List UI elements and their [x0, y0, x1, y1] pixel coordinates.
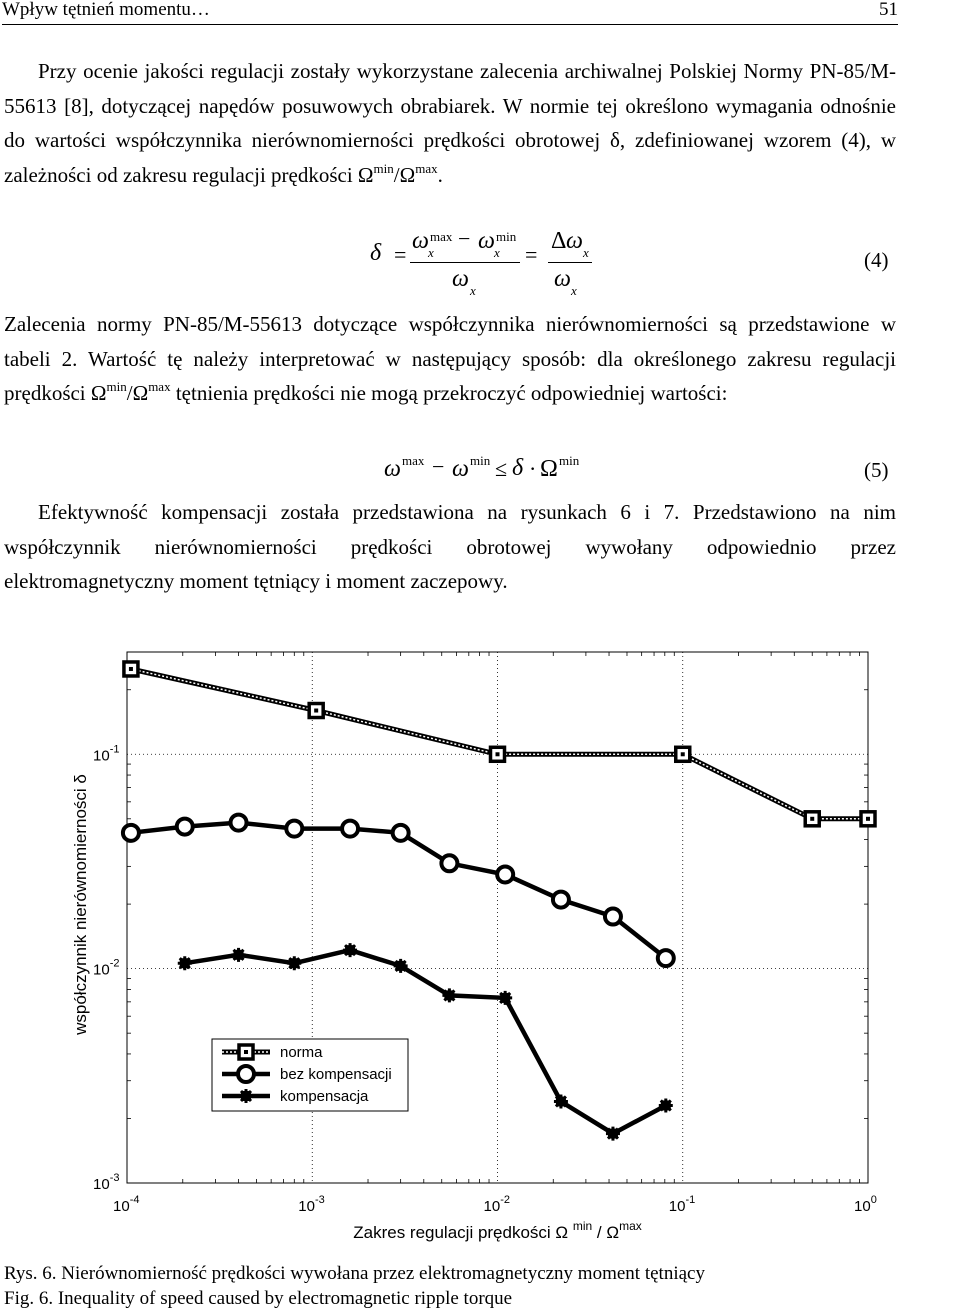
eq4-number: (4) — [864, 248, 889, 272]
data-point-star — [232, 948, 246, 962]
plot-area — [71, 652, 877, 1242]
data-point-square — [676, 747, 690, 761]
caption-en: Fig. 6. Inequality of speed caused by electromagnetic ripple torque — [4, 1288, 513, 1309]
data-point-circle — [286, 821, 302, 837]
paragraph-3: Efektywność kompensacji została przedstawiona na rysunkach 6 i 7. Przedstawiono na nim współczynnik nierównomierności prędkości obrotowej wywołany odpowiednio przez elektromagnetyczny moment tętniący i moment zaczepowy. — [4, 500, 896, 593]
eq4-minus: − — [458, 226, 471, 251]
superscript-max: max — [415, 160, 438, 176]
x-tick-label: $10^{-1}$ — [668, 1194, 696, 1215]
eq4-sub-x-1: x — [428, 245, 434, 260]
data-point-circle — [123, 825, 139, 841]
data-point-circle — [497, 866, 513, 882]
eq4-sub-x-2: x — [494, 245, 500, 260]
data-point-star — [659, 1098, 673, 1112]
eq5-delta: δ — [512, 455, 524, 481]
eq4-omega-num-2: ω — [566, 228, 583, 254]
data-point-star — [178, 956, 192, 970]
data-point-circle — [342, 821, 358, 837]
data-point-square — [861, 812, 875, 826]
data-point-star — [287, 956, 301, 970]
x-tick-label: $10^{-3}$ — [298, 1194, 325, 1215]
data-point-star — [554, 1094, 568, 1108]
eq4-omega-den-1: ω — [452, 266, 469, 292]
eq4-sub-x-3: x — [470, 283, 476, 298]
paragraph-2-text: Zalecenia normy PN-85/M-55613 dotyczące współczynnika nierównomierności są przedstawione w tabeli 2. Wartość tę należy interpretować w następujący sposób: dla określonego zakresu regulacji prędkości Ω — [4, 312, 896, 405]
eq4-omega-max: ω — [412, 228, 429, 254]
eq5-leq: ≤ — [495, 456, 508, 481]
y-axis-label: współczynnik nierównomierności δ — [71, 774, 90, 1035]
superscript-min-2: min — [106, 379, 127, 394]
eq4-Delta: Δ — [551, 228, 567, 254]
paragraph-1-mid: /Ω — [393, 162, 416, 187]
paragraph-2-mid: /Ω — [126, 381, 149, 405]
y-tick-label: $10^{-1}$ — [93, 743, 120, 765]
data-point-circle — [231, 815, 247, 831]
data-point-square — [124, 662, 138, 676]
x-tick-label: $10^{-4}$ — [113, 1194, 140, 1215]
legend-marker — [239, 1045, 253, 1059]
eq5-dot: · — [529, 456, 537, 481]
data-point-star — [442, 988, 456, 1002]
data-point-circle — [441, 855, 457, 871]
eq5-minus: − — [432, 454, 445, 479]
data-point-circle — [605, 909, 621, 925]
eq5-sup-min-2: min — [559, 453, 580, 468]
paragraph-1 — [4, 54, 896, 192]
x-tick-label: $10^{-2}$ — [483, 1194, 510, 1215]
x-tick-label: $10^0$ — [854, 1194, 877, 1215]
eq5-sup-min: min — [470, 453, 491, 468]
paragraph-2 — [4, 307, 896, 411]
x-axis-label: Zakres regulacji prędkości Ω $^{min} / \Omega^{max}$ — [353, 1219, 642, 1242]
data-point-circle — [393, 825, 409, 841]
legend-label: norma — [280, 1044, 323, 1061]
eq5-Omega: Ω — [540, 456, 558, 482]
eq4-sup-min: min — [496, 229, 517, 244]
eq5-omega-min: ω — [452, 456, 469, 482]
eq4-equals-1: = — [394, 242, 407, 267]
paragraph-1-end: . — [437, 162, 443, 187]
eq4-equals-2: = — [525, 242, 538, 267]
data-point-square — [805, 812, 819, 826]
data-point-circle — [658, 950, 674, 966]
legend-label: bez kompensacji — [280, 1066, 392, 1083]
paragraph-1-text: Przy ocenie jakości regulacji zostały wykorzystane zalecenia archiwalnej Polskiej Normy PN-85/M-55613 [8], dotyczącej napędów posuwowych obrabiarek. W normie tej określono wymagania odnośnie do wartości współczynnika nierównomierności prędkości obrotowej δ, zdefiniowanej wzorem (4), w zależności od zakresu regulacji prędkości Ω — [4, 59, 896, 187]
data-point-square — [491, 747, 505, 761]
eq5-number: (5) — [864, 458, 889, 482]
data-point-circle — [553, 892, 569, 908]
eq4-sub-x-5: x — [571, 283, 577, 298]
eq4-sub-x-4: x — [583, 245, 589, 260]
data-point-star — [498, 991, 512, 1005]
superscript-max-2: max — [148, 379, 171, 394]
data-point-square — [309, 704, 323, 718]
running-header — [2, 0, 898, 25]
eq5-sup-max: max — [402, 453, 425, 468]
eq4-delta: δ — [370, 240, 382, 266]
eq4-fraction-bar-2 — [548, 262, 592, 263]
data-point-star — [343, 943, 357, 957]
running-title: Wpływ tętnień momentu… — [2, 0, 210, 20]
eq4-sup-max: max — [430, 229, 453, 244]
data-point-circle — [177, 819, 193, 835]
page-number: 51 — [879, 0, 898, 20]
data-point-star — [394, 959, 408, 973]
y-tick-label: $10^{-3}$ — [93, 1172, 120, 1193]
eq4-fraction-bar-1 — [410, 262, 520, 263]
superscript-min: min — [373, 160, 394, 176]
legend-label: kompensacja — [280, 1088, 369, 1105]
eq4-omega-den-2: ω — [554, 266, 571, 292]
eq5-omega-max: ω — [384, 456, 401, 482]
caption-pl: Rys. 6. Nierównomierność prędkości wywołana przez elektromagnetyczny moment tętniący — [4, 1263, 705, 1284]
legend-marker — [238, 1066, 254, 1082]
y-tick-label: $10^{-2}$ — [93, 957, 120, 979]
paragraph-2-end: tętnienia prędkości nie mogą przekroczyć odpowiedniej wartości: — [170, 381, 728, 405]
eq4-omega-min: ω — [478, 228, 495, 254]
legend-marker — [239, 1089, 253, 1103]
figure-6-chart — [0, 630, 960, 1255]
data-point-star — [606, 1127, 620, 1141]
